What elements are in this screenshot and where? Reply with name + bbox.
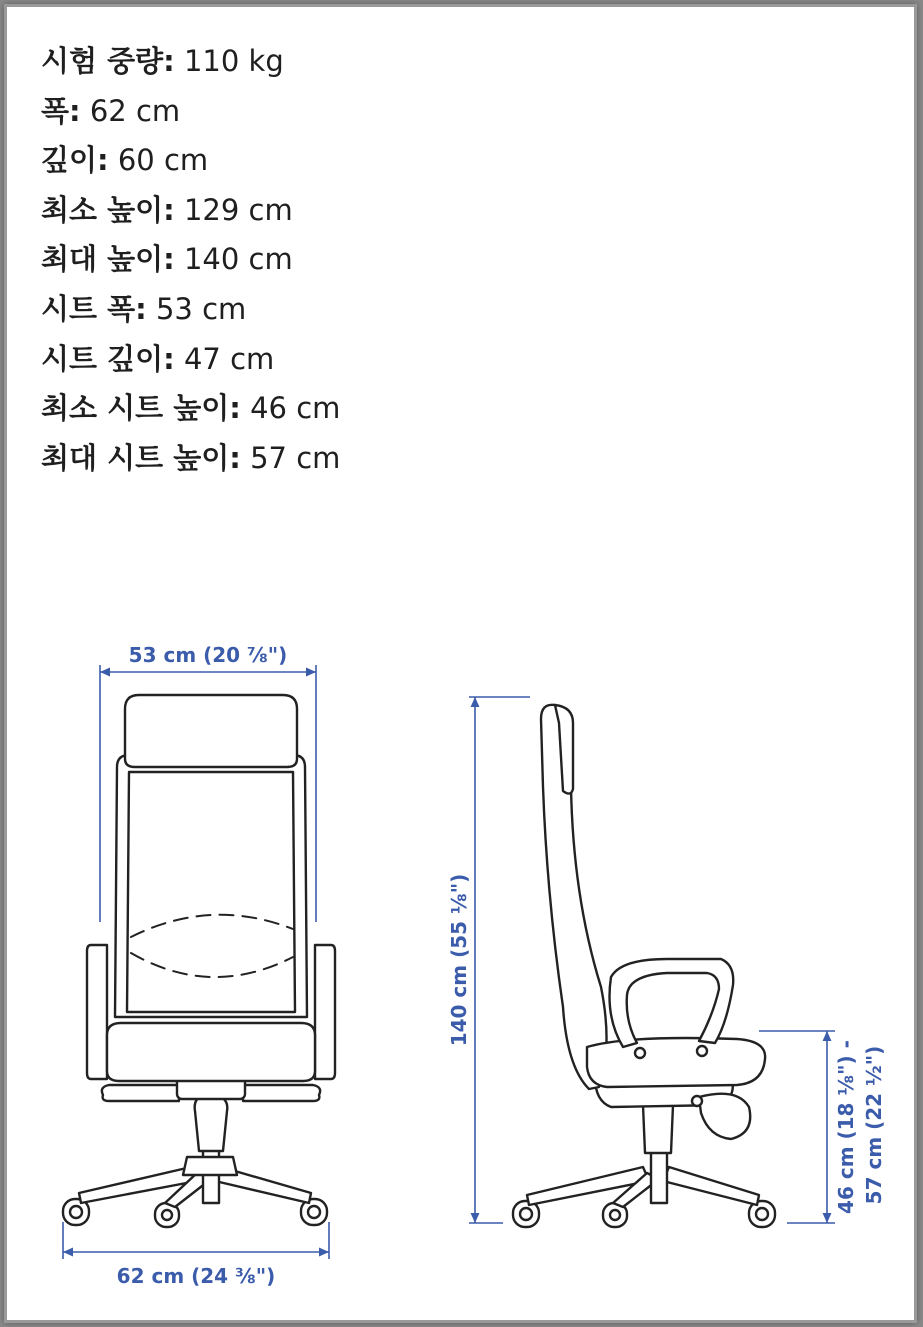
dim-label-seat-height-max: 57 cm (22 ½") bbox=[862, 1045, 886, 1205]
side-armrest-pin bbox=[635, 1048, 645, 1058]
side-seat bbox=[587, 1038, 765, 1087]
spec-value: 46 cm bbox=[250, 391, 341, 426]
side-lever-knob bbox=[692, 1096, 702, 1106]
side-gas-cylinder bbox=[643, 1105, 673, 1153]
spec-label: 깊이: bbox=[41, 143, 109, 178]
side-star-base bbox=[527, 1147, 759, 1207]
side-casters bbox=[513, 1201, 775, 1227]
chair-dimension-drawing bbox=[7, 7, 914, 1320]
front-headrest bbox=[125, 695, 297, 767]
spec-value: 140 cm bbox=[183, 242, 293, 277]
chair-front-view bbox=[63, 695, 335, 1227]
side-armrest-pin bbox=[697, 1046, 707, 1056]
product-dimensions-card bbox=[4, 4, 917, 1323]
spec-value: 57 cm bbox=[250, 440, 341, 475]
front-star-base bbox=[79, 1147, 311, 1207]
spec-label: 최대 시트 높이: bbox=[41, 440, 241, 475]
dim-label-max-height: 140 cm (55 ⅛") bbox=[447, 873, 471, 1047]
front-casters bbox=[63, 1199, 327, 1227]
side-armrest bbox=[610, 959, 734, 1047]
chair-side-view bbox=[513, 705, 775, 1227]
spec-value: 53 cm bbox=[155, 291, 247, 326]
spec-label: 최소 시트 높이: bbox=[41, 391, 241, 426]
spec-label: 최소 높이: bbox=[41, 192, 175, 227]
spec-label: 최대 높이: bbox=[41, 242, 175, 277]
spec-label: 시험 중량: bbox=[41, 44, 175, 78]
front-gas-cylinder bbox=[195, 1095, 228, 1151]
spec-value: 110 kg bbox=[183, 44, 284, 78]
spec-value: 47 cm bbox=[183, 341, 275, 376]
spec-label: 폭: bbox=[41, 93, 81, 128]
spec-label: 시트 깊이: bbox=[41, 341, 175, 376]
dim-label-seat-height-min: 46 cm (18 ⅛") - bbox=[834, 1040, 858, 1214]
dim-label-base-width: 62 cm (24 ⅜") bbox=[116, 1264, 276, 1288]
spec-value: 60 cm bbox=[117, 143, 209, 178]
spec-value: 129 cm bbox=[183, 192, 293, 227]
front-mesh-panel bbox=[127, 772, 295, 1012]
spec-value: 62 cm bbox=[89, 93, 181, 128]
dim-label-seat-width: 53 cm (20 ⅞") bbox=[128, 643, 288, 667]
spec-label: 시트 폭: bbox=[41, 291, 147, 326]
side-tilt-lever bbox=[699, 1094, 750, 1139]
front-seat bbox=[107, 1023, 315, 1081]
